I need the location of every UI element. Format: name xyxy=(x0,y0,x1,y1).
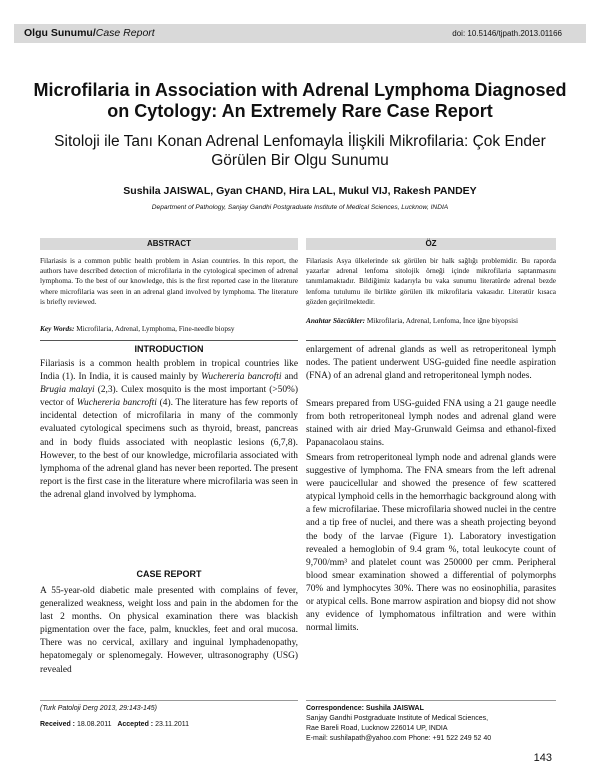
authors: Sushila JAISWAL, Gyan CHAND, Hira LAL, Mukul VIJ, Rakesh PANDEY xyxy=(123,185,477,197)
affiliation: Department of Pathology, Sanjay Gandhi Postgraduate Institute of Medical Sciences, Lucknow, INDIA xyxy=(151,204,449,211)
page-number: 143 xyxy=(533,752,552,764)
oz-text: Filariasis Asya ülkelerinde sık görülen bir halk sağlığı problemidir. Bu raporda yazarlar adrenal lenfoma sitolojik örneği içinde mikrofilaria saptanmasını tanımlamaktadır. Bildiğimiz kadarıyla bu vaka sunumu literatürde adrenal bezde lenfoma tutulumu ile birlikte görülen ilk mikrofilaria vakasıdır. Literatür kısaca gözden geçirilmektedir. xyxy=(306,256,556,306)
citation: (Turk Patoloji Derg 2013, 29:143-145) xyxy=(40,705,157,712)
article-subtitle-turkish: Sitoloji ile Tanı Konan Adrenal Lenfomayla İlişkili Mikrofilaria: Çok Ender Görülen Bir Olgu Sunumu xyxy=(54,133,546,169)
case-report-heading: CASE REPORT xyxy=(136,569,202,579)
abstract-heading: ABSTRACT xyxy=(40,238,298,250)
oz-bottom-rule xyxy=(306,340,556,341)
journal-section-label: Olgu Sunumu/Case Report xyxy=(24,27,155,39)
abstract-bottom-rule xyxy=(40,340,298,341)
doi: doi: 10.5146/tjpath.2013.01166 xyxy=(452,29,562,38)
abstract-text: Filariasis is a common public health problem in Asian countries. In this report, the authors have described detection of microfilaria in the cytological specimen of adrenal lymphoma. To the best of our knowledge, this is the first reported case in the literature where microfilaria was seen in an adrenal gland involved by lymphoma. The literature is briefly reviewed. xyxy=(40,256,298,306)
footer-left-rule xyxy=(40,700,298,701)
oz-heading: ÖZ xyxy=(306,238,556,250)
introduction-paragraph: Filariasis is a common health problem in tropical countries like India (1). In India, it is caused mainly by Wuchereria bancrofti and Brugia malayi (2,3). Culex mosquito is the most important (>50%) vector of Wuchereria bancrofti (4). The literature has few reports of incidental detection of microfilaria in many of the commonly evaluated cytological specimens such as thyroid, breast, pancreas and in body fluids associated with neoplastic lesions (6,7,8). However, to the best of our knowledge, microfilaria associated with lymphoma of the adrenal gland has never been reported. The present report is the first case in the literature where microfilaria was seen in the adrenal gland involved by lymphoma. xyxy=(40,359,298,500)
abstract-keywords: Key Words: Microfilaria, Adrenal, Lymphoma, Fine-needle biopsy xyxy=(40,324,235,333)
case-report-paragraph: A 55-year-old diabetic male presented with complains of fever, generalized weakness, weight loss and pain in the abdomen for the last 2 months. On physical examination there was blackish pigmentation over the face, palm, knuckles, feet and oral mucosa. There was no cervical, axillary and inguinal lymphadenopathy, hepatomegaly or splenomegaly. However, ultrasonography (USG) revealed xyxy=(40,586,298,675)
footer-right-rule xyxy=(306,700,556,701)
article-title: Microfilaria in Association with Adrenal Lymphoma Diagnosed on Cytology: An Extremely Rare Case Report xyxy=(33,80,567,121)
right-col-paragraph-3: Smears from retroperitoneal lymph node and adrenal glands were suggestive of lymphoma. The FNA smears from the left adrenal were paucicellular and showed the presence of few scattered atypical lymphoid cells in the hemorrhagic background along with a few microfilariae. These microfilaria showed nuclei in the centre and a tip free of nuclei, and there was a sheath projecting beyond the body of the larvae (Figure 1). Laboratory investigation revealed a hemoglobin of 9.4 gram %, total leukocyte count of 9,700/mm³ and platelet count was 250000 per cmm. Peripheral blood smear examination showed a differential of polymorphs 70% and lymphocytes 30%. There was no eosinophilia, parasites or atypical cells. Bone marrow aspiration and biopsy did not show any evidence of lymphomatous infiltration and were within normal limits. xyxy=(306,453,556,634)
oz-keywords: Anahtar Sözcükler: Mikrofilaria, Adrenal, Lenfoma, İnce iğne biyopsisi xyxy=(306,316,518,325)
introduction-heading: INTRODUCTION xyxy=(134,344,204,354)
right-col-paragraph-2: Smears prepared from USG-guided FNA using a 21 gauge needle from both retroperitoneal lymph nodes and adrenal gland were stained with air dried May-Grunwald Geimsa and ethanol-fixed Papanacolaou stains. xyxy=(306,399,556,449)
right-col-paragraph-1: enlargement of adrenal glands as well as retroperitoneal lymph nodes. The patient underwent USG-guided fine needle aspiration (FNA) of an adrenal gland and retroperitoneal lymph nodes. xyxy=(306,345,556,382)
dates: Received : 18.08.2011 Accepted : 23.11.2011 xyxy=(40,721,190,728)
correspondence: Correspondence: Sushila JAISWAL Sanjay Gandhi Postgraduate Institute of Medical Sciences, Rae Bareli Road, Lucknow 226014 UP, INDIA E-mail: sushilapath@yahoo.com Phone: +91 522 249 52 40 xyxy=(306,705,492,742)
